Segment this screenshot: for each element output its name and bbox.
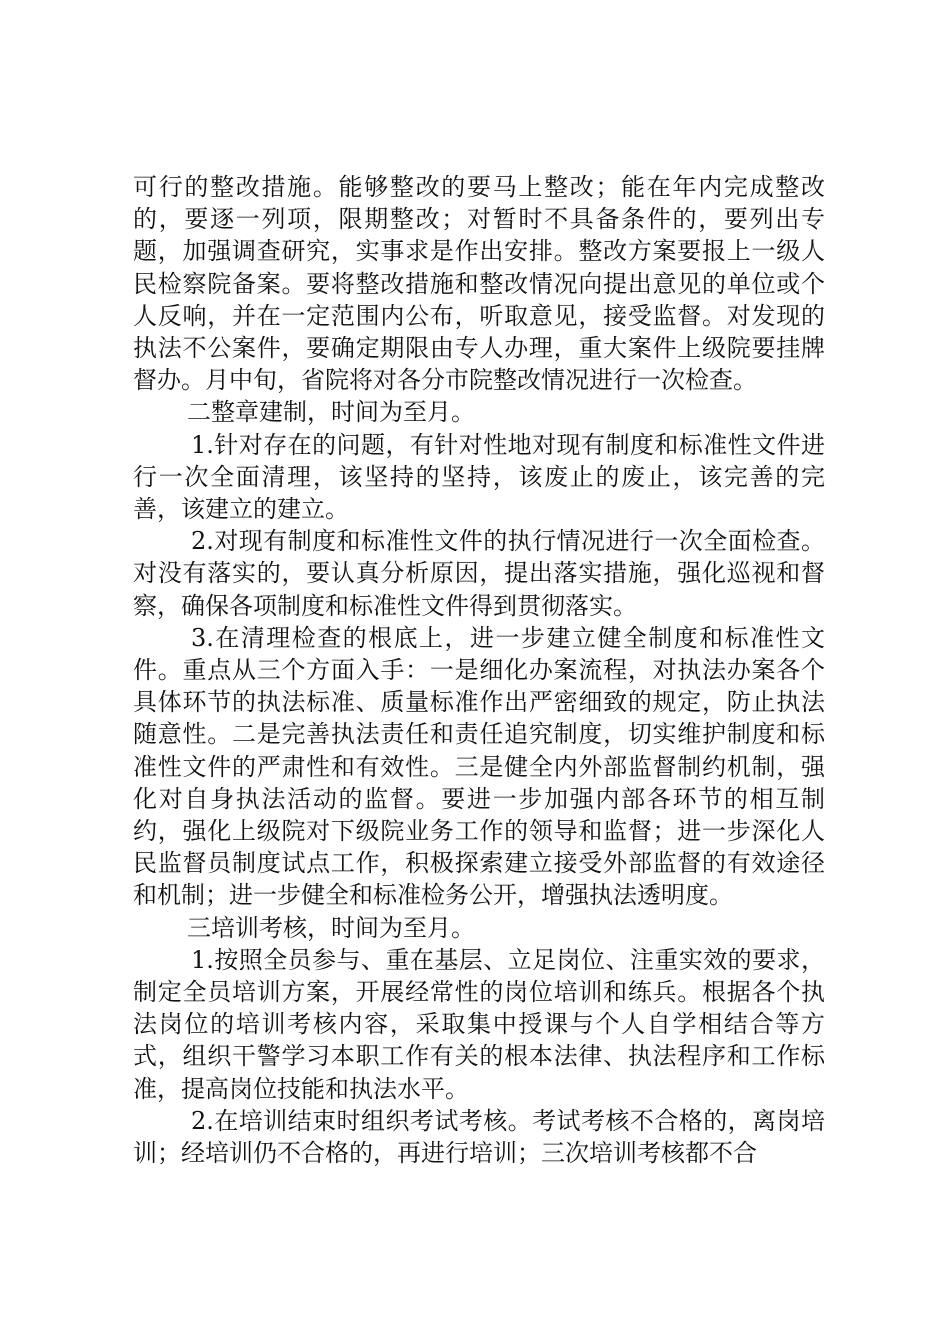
section-heading-rules: 二整章建制，时间为至月。 [187,398,475,427]
paragraph-rectification-measures: 可行的整改措施。能够整改的要马上整改；能在年内完成整改的，要逐一列项，限期整改；对暂时不具备条件的，要列出专题，加强调查研究，实事求是作出安排。整改方案要报上一级人民检察院备案。要将整改措施和整改情况向提出意见的单位或个人反响，并在一定范围内公布，听取意见，接受监督。对发现的执法不公案件，要确定期限由专人办理，重大案件上级院要挂牌督办。月中旬，省院将对各分市院整改情况进行一次检查。 [133,173,825,395]
list-item-training-2: 2.在培训结束时组织考试考核。考试考核不合格的，离岗培训；经培训仍不合格的，再进行培训；三次培训考核都不合 [133,1106,825,1168]
list-item-rules-3: 3.在清理检查的根底上，进一步建立健全制度和标准性文件。重点从三个方面入手：一是细化办案流程，对执法办案各个具体环节的执法标准、质量标准作出严密细致的规定，防止执法随意性。二是完善执法责任和责任追究制度，切实维护制度和标准性文件的严肃性和有效性。三是健全内外部监督制约机制，强化对自身执法活动的监督。要进一步加强内部各环节的相互制约，强化上级院对下级院业务工作的领导和监督；进一步深化人民监督员制度试点工作，积极探索建立接受外部监督的有效途径和机制；进一步健全和标准检务公开，增强执法透明度。 [133,623,825,910]
list-item-training-1: 1.按照全员参与、重在基层、立足岗位、注重实效的要求，制定全员培训方案，开展经常性的岗位培训和练兵。根据各个执法岗位的培训考核内容，采取集中授课与个人自学相结合等方式，组织干警学习本职工作有关的根本法律、执法程序和工作标准，提高岗位技能和执法水平。 [133,945,825,1103]
list-item-rules-2: 2.对现有制度和标准性文件的执行情况进行一次全面检查。对没有落实的，要认真分析原因，提出落实措施，强化巡视和督察，确保各项制度和标准性文件得到贯彻落实。 [133,527,825,620]
section-heading-training: 三培训考核，时间为至月。 [187,913,475,942]
document-body [133,171,825,1169]
list-item-rules-1: 1.针对存在的问题，有针对性地对现有制度和标准性文件进行一次全面清理，该坚持的坚持，该废止的废止，该完善的完善，该建立的建立。 [133,430,825,524]
